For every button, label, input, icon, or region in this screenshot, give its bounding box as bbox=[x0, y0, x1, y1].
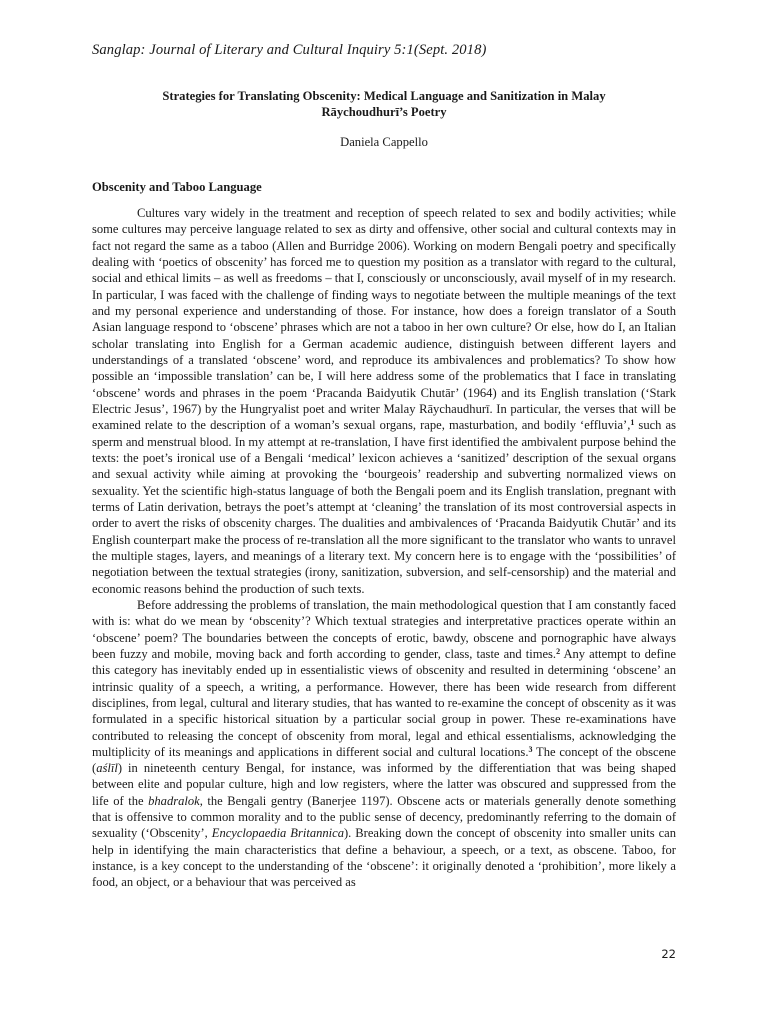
italic-term: bhadralok bbox=[148, 793, 200, 808]
article-title-line-2: Rāychoudhurī’s Poetry bbox=[321, 105, 447, 119]
paragraph-text: ) in nineteenth century Bengal, for instance, was informed by the differentiation that was being shaped between elite and popular culture, high and low registers, where the latter was obscured and suppressed from the life of the bbox=[92, 761, 676, 808]
body-paragraph bbox=[92, 205, 676, 597]
journal-header: Sanglap: Journal of Literary and Cultural Inquiry 5:1(Sept. 2018) bbox=[92, 42, 487, 58]
paragraph-text: Any attempt to define this category has inevitably ended up in essentialistic views of obscenity and resulted in determining ‘obscene’ an intrinsic quality of a speech, a writing, a performance. However, there has been wide research from different disciplines, from legal, cultural and literary studies, that has wanted to re-examine the concept of obscenity as it was formulated in a specific historical situation by a particular social group in power. These re-examinations have contributed to releasing the concept of obscenity from moral, legal and ethical essentialisms, acknowledging the multiplicity of its meanings and applications in different social and cultural locations. bbox=[92, 646, 676, 759]
article-body bbox=[92, 205, 676, 891]
italic-term: aślīl bbox=[96, 761, 118, 776]
paragraph-text: , the Bengali gentry (Banerjee 1197). Obscene acts or materials generally denote something that is offensive to common morality and to the public sense of decency, predominantly referring to the domain of sexuality (‘Obscenity’, bbox=[92, 793, 676, 841]
footnote-reference[interactable]: 1 bbox=[630, 418, 635, 428]
section-heading: Obscenity and Taboo Language bbox=[92, 180, 262, 194]
body-paragraph bbox=[92, 597, 676, 891]
paragraph-text: Before addressing the problems of translation, the main methodological question that I am constantly faced with is: what do we mean by ‘obscenity’? Which textual strategies and interpretative practices operate within an ‘obscene’ poem? The boundaries between the concepts of erotic, bawdy, obscene and pornographic have always been fuzzy and mobile, moving back and forth according to gender, class, taste and times. bbox=[92, 597, 676, 661]
article-title bbox=[100, 88, 668, 120]
footnote-reference[interactable]: 2 bbox=[556, 646, 561, 656]
paragraph-text: ). Breaking down the concept of obscenity into smaller units can help in identifying the main characteristics that define a behaviour, a speech, or a text, as obscene. Taboo, for instance, is a key concept to the understanding of the ‘obscene’: it originally denoted a ‘prohibition’, more likely a food, an object, or a behaviour that was perceived as bbox=[92, 826, 676, 890]
paragraph-text: Cultures vary widely in the treatment and reception of speech related to sex and bodily activities; while some cultures may perceive language related to sex as dirty and offensive, other social and cultural contexts may in fact not regard the same as a taboo (Allen and Burridge 2006). Working on modern Bengali poetry and specifically dealing with ‘poetics of obscenity’ has forced me to question my position as a translator with regard to the cultural, social and ethical limits – as well as freedoms – that I, consciously or unconsciously, avail myself of in my research. In particular, I was faced with the challenge of finding ways to negotiate between the multiple meanings of the text and my personal experience and understanding of those. For instance, how does a foreign translator of a South Asian language respond to ‘obscene’ phrases which are not a taboo in her own culture? Or else, how do I, an Italian scholar translating into English for a German academic audience, distinguish between different layers and understandings of a translated ‘obscene’ word, and reproduce its ambivalences and problematics? To show how possible an ‘impossible translation’ can be, I will here address some of the problematics that I face in translating ‘obscene’ words and phrases in the poem ‘Pracanda Baidyutik Chutār’ (1964) and its English translation (‘Stark Electric Jesus’, 1967) by the Hungryalist poet and writer Malay Rāychaudhurī. In particular, the verses that will be examined relate to the description of a woman’s sexual organs, rape, masturbation, and bodily ‘effluvia’, bbox=[92, 206, 676, 433]
paragraph-text: such as sperm and menstrual blood. In my attempt at re-translation, I have first identified the ambivalent purpose behind the texts: the poet’s ironical use of a Bengali ‘medical’ lexicon achieves a ‘sanitized’ description of the sexual organs and sexual activity while aiming at provoking the ‘bourgeois’ readership and subverting normalized views on sexuality. Yet the scientific high-status language of both the Bengali poem and its English translation, pregnant with terms of Latin derivation, betrays the poet’s attempt at ‘cleaning’ the translation of its most controversial aspects in order to avert the risks of obscenity charges. The dualities and ambivalences of ‘Pracanda Baidyutik Chutār’ and its English counterpart make the process of re-translation all the more significant to the translator who wants to unravel the multiple stages, layers, and meanings of a literary text. My concern here is to engage with the ‘possibilities’ of negotiation between the textual strategies (irony, sanitization, subversion, and self-censorship) and the material and economic reasons behind the production of such texts. bbox=[92, 418, 676, 596]
article-title-line-1: Strategies for Translating Obscenity: Medical Language and Sanitization in Malay bbox=[162, 89, 606, 103]
footnote-reference[interactable]: 3 bbox=[528, 744, 533, 754]
article-author: Daniela Cappello bbox=[340, 135, 428, 149]
italic-term: Encyclopaedia Britannica bbox=[211, 826, 344, 841]
page-number: 22 bbox=[661, 947, 676, 961]
paragraph-text: The concept of the obscene ( bbox=[92, 744, 676, 776]
